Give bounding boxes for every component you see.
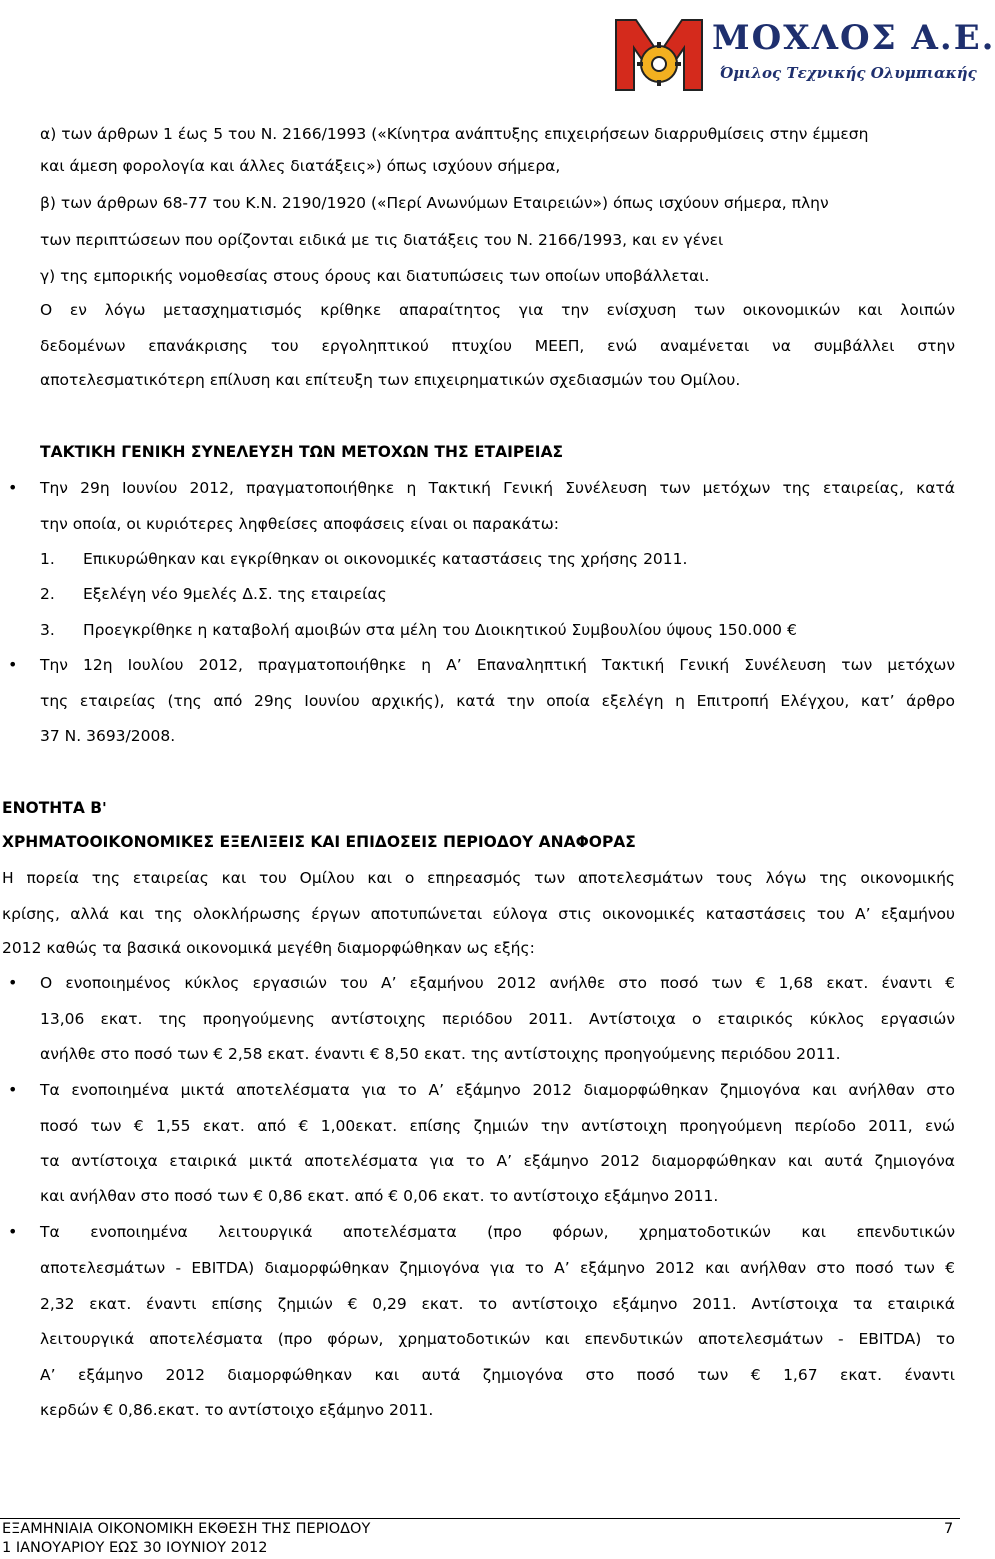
results-bullet-line: ποσό των € 1,55 εκατ. από € 1,00εκατ. επίσης ζημιών την αντίστοιχη προηγούμενη περίοδο 2011, ενώ	[40, 1117, 955, 1135]
section-subheading: ΧΡΗΜΑΤΟΟΙΚΟΝΟΜΙΚΕΣ ΕΞΕΛΙΞΕΙΣ ΚΑΙ ΕΠΙΔΟΣΕΙΣ ΠΕΡΙΟΔΟΥ ΑΝΑΦΟΡΑΣ	[2, 833, 636, 851]
results-bullet-line: λειτουργικά αποτελέσματα (προ φόρων, χρηματοδοτικών και επενδυτικών αποτελεσμάτων - EBITDA) το	[40, 1330, 955, 1348]
results-bullet-line: 2,32 εκατ. έναντι επίσης ζημιών € 0,29 εκατ. το αντίστοιχο εξάμηνο 2011. Αντίστοιχα τα εταιρικά	[40, 1295, 955, 1313]
agm-bullet-line: την οποία, οι κυριότερες ληφθείσες αποφάσεις είναι οι παρακάτω:	[40, 515, 559, 533]
agm-bullet-line: της εταιρείας (της από 29ης Ιουνίου αρχικής), κατά την οποία εξελέγη η Επιτροπή Ελέγχου, κατ’ άρθρο	[40, 692, 955, 710]
bullet: •	[8, 655, 18, 674]
section-intro-line: Η πορεία της εταιρείας και του Ομίλου και ο επηρεασμός των αποτελεσμάτων τους λόγω της οικονομικής	[2, 869, 955, 887]
results-bullet-line: Τα ενοποιημένα μικτά αποτελέσματα για το Α’ εξάμηνο 2012 διαμορφώθηκαν ζημιογόνα και ανήλθαν στο	[40, 1081, 955, 1099]
mochlos-logo-icon	[612, 6, 706, 100]
bullet: •	[8, 478, 18, 497]
decision-number: 1.	[40, 550, 55, 568]
decision-text: Επικυρώθηκαν και εγκρίθηκαν οι οικονομικές καταστάσεις της χρήσης 2011.	[83, 550, 688, 568]
company-subtitle: Όμιλος Τεχνικής Ολυμπιακής	[720, 64, 977, 82]
results-bullet-line: τα αντίστοιχα εταιρικά μικτά αποτελέσματα για το Α’ εξάμηνο 2012 διαμορφώθηκαν και αυτά ζημιογόνα	[40, 1152, 955, 1170]
agm-bullet-line: Την 29η Ιουνίου 2012, πραγματοποιήθηκε η Τακτική Γενική Συνέλευση των μετόχων της εταιρείας, κατά	[40, 479, 955, 497]
results-bullet-line: και ανήλθαν στο ποσό των € 0,86 εκατ. από € 0,06 εκατ. το αντίστοιχο εξάμηνο 2011.	[40, 1187, 719, 1205]
intro-line: γ) της εμπορικής νομοθεσίας στους όρους και διατυπώσεις των οποίων υποβάλλεται.	[40, 267, 710, 285]
company-name: ΜΟΧΛΟΣ Α.Ε.	[712, 18, 995, 58]
decision-text: Προεγκρίθηκε η καταβολή αμοιβών στα μέλη του Διοικητικού Συμβουλίου ύψους 150.000 €	[83, 621, 797, 639]
section-heading: ΕΝΟΤΗΤΑ Β'	[2, 799, 107, 817]
section-intro-line: κρίσης, αλλά και της ολοκλήρωσης έργων αποτυπώνεται εύλογα στις οικονομικές καταστάσεις του Α’ εξαμήνου	[2, 905, 955, 923]
company-logo	[612, 6, 995, 100]
results-bullet-line: ανήλθε στο ποσό των € 2,58 εκατ. έναντι € 8,50 εκατ. της αντίστοιχης προηγούμενης περιόδου 2011.	[40, 1045, 841, 1063]
results-bullet-line: Ο ενοποιημένος κύκλος εργασιών του Α’ εξαμήνου 2012 ανήλθε στο ποσό των € 1,68 εκατ. έναντι €	[40, 974, 955, 992]
section-intro-line: 2012 καθώς τα βασικά οικονομικά μεγέθη διαμορφώθηκαν ως εξής:	[2, 939, 535, 957]
bullet: •	[8, 973, 18, 992]
decision-number: 3.	[40, 621, 55, 639]
results-bullet-line: αποτελεσμάτων - EBITDA) διαμορφώθηκαν ζημιογόνα για το Α’ εξάμηνο 2012 και ανήλθαν στο ποσό των €	[40, 1259, 955, 1277]
bullet: •	[8, 1222, 18, 1241]
intro-paragraph-line: δεδομένων επανάκρισης του εργοληπτικού πτυχίου ΜΕΕΠ, ενώ αναμένεται να συμβάλλει στην	[40, 337, 955, 355]
intro-paragraph-line: αποτελεσματικότερη επίλυση και επίτευξη των επιχειρηματικών σχεδιασμών του Ομίλου.	[40, 371, 741, 389]
intro-line: των περιπτώσεων που ορίζονται ειδικά με τις διατάξεις του Ν. 2166/1993, και εν γένει	[40, 231, 724, 249]
intro-line: α) των άρθρων 1 έως 5 του Ν. 2166/1993 («Κίνητρα ανάπτυξης επιχειρήσεων διαρρυθμίσεις στην έμμεση	[40, 125, 869, 143]
decision-number: 2.	[40, 585, 55, 603]
results-bullet-line: Α’ εξάμηνο 2012 διαμορφώθηκαν και αυτά ζημιογόνα στο ποσό των € 1,67 εκατ. έναντι	[40, 1366, 955, 1384]
agm-heading: ΤΑΚΤΙΚΗ ΓΕΝΙΚΗ ΣΥΝΕΛΕΥΣΗ ΤΩΝ ΜΕΤΟΧΩΝ ΤΗΣ ΕΤΑΙΡΕΙΑΣ	[40, 443, 564, 461]
page-number: 7	[944, 1521, 954, 1537]
intro-paragraph-line: Ο εν λόγω μετασχηματισμός κρίθηκε απαραίτητος για την ενίσχυση των οικονομικών και λοιπών	[40, 301, 955, 319]
agm-bullet-line: Την 12η Ιουλίου 2012, πραγματοποιήθηκε η Α’ Επαναληπτική Τακτική Γενική Συνέλευση των μετόχων	[40, 656, 955, 674]
results-bullet-line: 13,06 εκατ. της προηγούμενης αντίστοιχης περιόδου 2011. Αντίστοιχα ο εταιρικός κύκλος εργασιών	[40, 1010, 955, 1028]
intro-line: και άμεση φορολογία και άλλες διατάξεις») όπως ισχύουν σήμερα,	[40, 157, 561, 175]
footer-report-title: ΕΞΑΜΗΝΙΑΙΑ ΟΙΚΟΝΟΜΙΚΗ ΕΚΘΕΣΗ ΤΗΣ ΠΕΡΙΟΔΟΥ	[2, 1521, 371, 1537]
intro-line: β) των άρθρων 68-77 του Κ.Ν. 2190/1920 («Περί Ανωνύμων Εταιρειών») όπως ισχύουν σήμερα, πλην	[40, 194, 829, 212]
results-bullet-line: κερδών € 0,86.εκατ. το αντίστοιχο εξάμηνο 2011.	[40, 1401, 434, 1419]
footer-report-period: 1 ΙΑΝΟΥΑΡΙΟΥ ΕΩΣ 30 ΙΟΥΝΙΟΥ 2012	[2, 1540, 268, 1556]
decision-text: Εξελέγη νέο 9μελές Δ.Σ. της εταιρείας	[83, 585, 387, 603]
agm-bullet-line: 37 Ν. 3693/2008.	[40, 727, 176, 745]
bullet: •	[8, 1080, 18, 1099]
footer-divider	[0, 1518, 960, 1519]
results-bullet-line: Τα ενοποιημένα λειτουργικά αποτελέσματα (προ φόρων, χρηματοδοτικών και επενδυτικών	[40, 1223, 955, 1241]
